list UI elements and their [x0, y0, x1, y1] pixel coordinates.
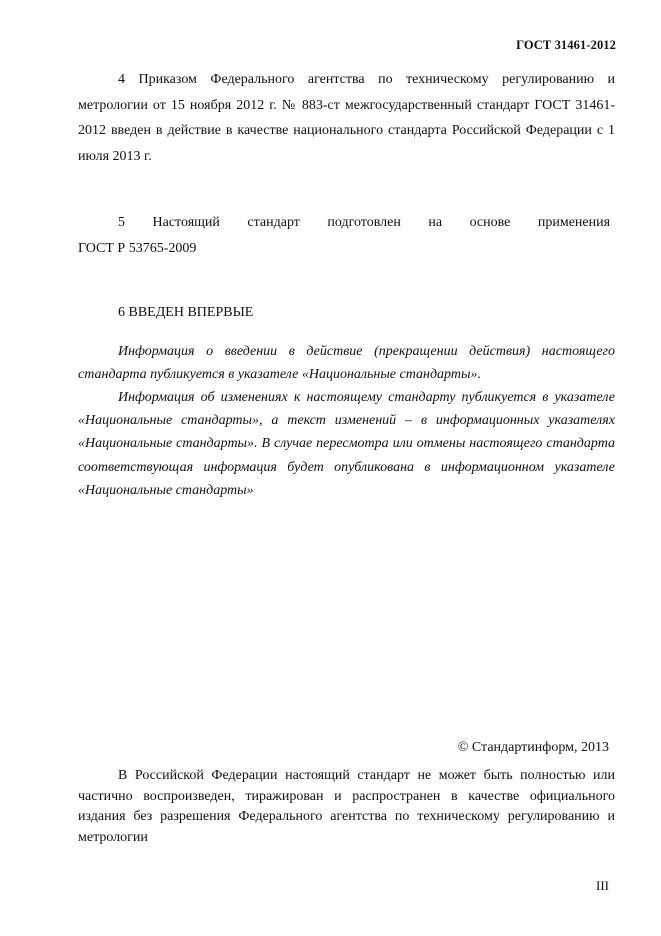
- section-6-text: 6 ВВЕДЕН ВПЕРВЫЕ: [118, 305, 254, 320]
- info-changes-note: Информация об изменениях к настоящему стандарту публикуется в указателе «Национальные стандарты», а текст изменений – в информационных указателях «Национальные стандарты». В случае пересмотра или отмены настоящего стандарта соответствующая информация будет опубликована в информационном указателе «Национальные стандарты»: [78, 390, 615, 498]
- copyright-notice: © Стандартинформ, 2013: [457, 740, 609, 755]
- section-5-main: 5 Настоящий стандарт подготовлен на основе применения: [118, 215, 611, 230]
- section-5-reference: ГОСТ Р 53765-2009: [78, 240, 197, 256]
- document-code-header: ГОСТ 31461-2012: [516, 38, 616, 52]
- info-introduction-note: Информация о введении в действие (прекращении действия) настоящего стандарта публикуется в указателе «Национальные стандарты».: [78, 344, 615, 383]
- page-number: III: [596, 878, 609, 893]
- section-5-text: [78, 210, 615, 261]
- reproduction-rights-text: В Российской Федерации настоящий стандарт не может быть полностью или частично воспроизведен, тиражирован и распространен в качестве официального издания без разрешения Федерального агентства по техническому регулированию и метрологии: [78, 768, 615, 845]
- section-4-text: 4 Приказом Федерального агентства по техническому регулированию и метрологии от 15 ноября 2012 г. № 883-ст межгосударственный стандарт ГОСТ 31461-2012 введен в действие в качестве национального стандарта Российской Федерации с 1 июля 2013 г.: [78, 72, 615, 164]
